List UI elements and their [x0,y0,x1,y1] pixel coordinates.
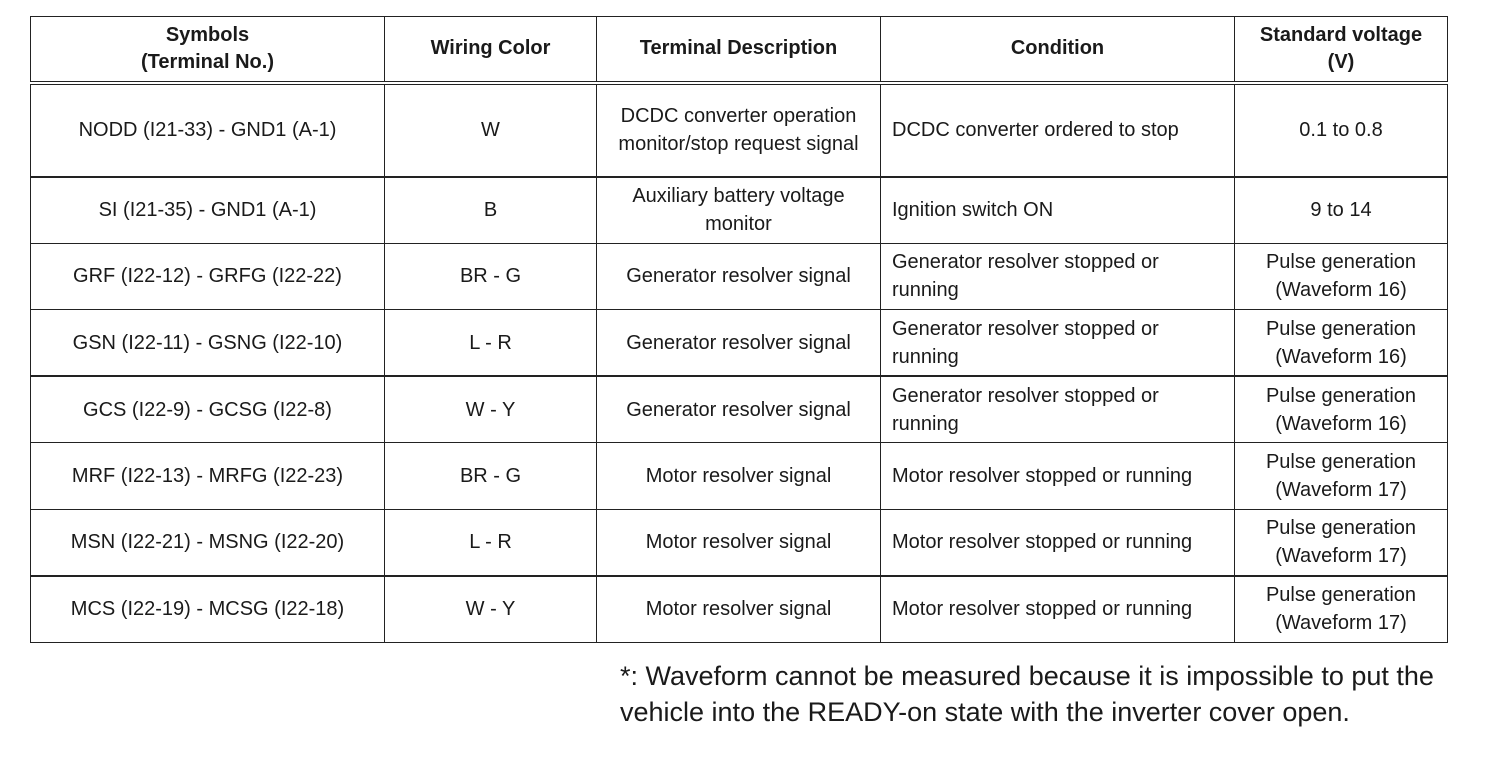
cell-condition: Generator resolver stopped or running [881,376,1235,443]
table-row [31,177,1448,244]
cell-description: Motor resolver signal [597,576,881,643]
cell-wiring-color: W - Y [385,576,597,643]
header-standard-voltage [1235,17,1448,83]
table-row [31,443,1448,510]
cell-wiring-color: L - R [385,310,597,377]
cell-voltage: 0.1 to 0.8 [1235,83,1448,177]
cell-voltage: Pulse generation (Waveform 16) [1235,243,1448,310]
table-row [31,376,1448,443]
cell-description: Auxiliary battery voltage monitor [597,177,881,244]
cell-symbols: GRF (I22-12) - GRFG (I22-22) [31,243,385,310]
terminal-voltage-table [30,16,1448,643]
table-row [31,83,1448,177]
table-row [31,509,1448,576]
header-condition [881,17,1235,83]
cell-wiring-color: W [385,83,597,177]
cell-description: Generator resolver signal [597,243,881,310]
cell-symbols: GCS (I22-9) - GCSG (I22-8) [31,376,385,443]
cell-voltage: 9 to 14 [1235,177,1448,244]
cell-voltage: Pulse generation (Waveform 17) [1235,443,1448,510]
cell-symbols: SI (I21-35) - GND1 (A-1) [31,177,385,244]
table-row [31,576,1448,643]
cell-condition: Generator resolver stopped or running [881,310,1235,377]
cell-voltage: Pulse generation (Waveform 17) [1235,576,1448,643]
cell-wiring-color: BR - G [385,243,597,310]
header-symbols-label: Symbols (Terminal No.) [141,23,274,73]
cell-condition: DCDC converter ordered to stop [881,83,1235,177]
cell-condition: Generator resolver stopped or running [881,243,1235,310]
cell-symbols: MSN (I22-21) - MSNG (I22-20) [31,509,385,576]
cell-description: Motor resolver signal [597,443,881,510]
header-wiring-color [385,17,597,83]
cell-symbols: MCS (I22-19) - MCSG (I22-18) [31,576,385,643]
header-symbols [31,17,385,83]
header-terminal-description-label: Terminal Description [639,37,838,60]
cell-description: Generator resolver signal [597,310,881,377]
cell-condition: Ignition switch ON [881,177,1235,244]
waveform-footnote: *: Waveform cannot be measured because it is impossible to put the vehicle into the READY-on state with the inverter cover open. [620,661,1434,727]
cell-voltage: Pulse generation (Waveform 16) [1235,376,1448,443]
cell-condition: Motor resolver stopped or running [881,509,1235,576]
cell-condition: Motor resolver stopped or running [881,576,1235,643]
header-condition-label: Condition [1010,37,1105,60]
cell-description: Motor resolver signal [597,509,881,576]
cell-symbols: GSN (I22-11) - GSNG (I22-10) [31,310,385,377]
cell-voltage: Pulse generation (Waveform 17) [1235,509,1448,576]
cell-description: DCDC converter operation monitor/stop request signal [597,83,881,177]
cell-condition: Motor resolver stopped or running [881,443,1235,510]
cell-wiring-color: W - Y [385,376,597,443]
header-terminal-description [597,17,881,83]
cell-voltage: Pulse generation (Waveform 16) [1235,310,1448,377]
cell-wiring-color: L - R [385,509,597,576]
table-row [31,310,1448,377]
cell-description: Generator resolver signal [597,376,881,443]
cell-wiring-color: B [385,177,597,244]
header-wiring-color-label: Wiring Color [430,37,551,60]
cell-symbols: MRF (I22-13) - MRFG (I22-23) [31,443,385,510]
cell-symbols: NODD (I21-33) - GND1 (A-1) [31,83,385,177]
table-row [31,243,1448,310]
table-header-row [31,17,1448,83]
cell-wiring-color: BR - G [385,443,597,510]
header-standard-voltage-label: Standard voltage (V) [1259,23,1423,73]
